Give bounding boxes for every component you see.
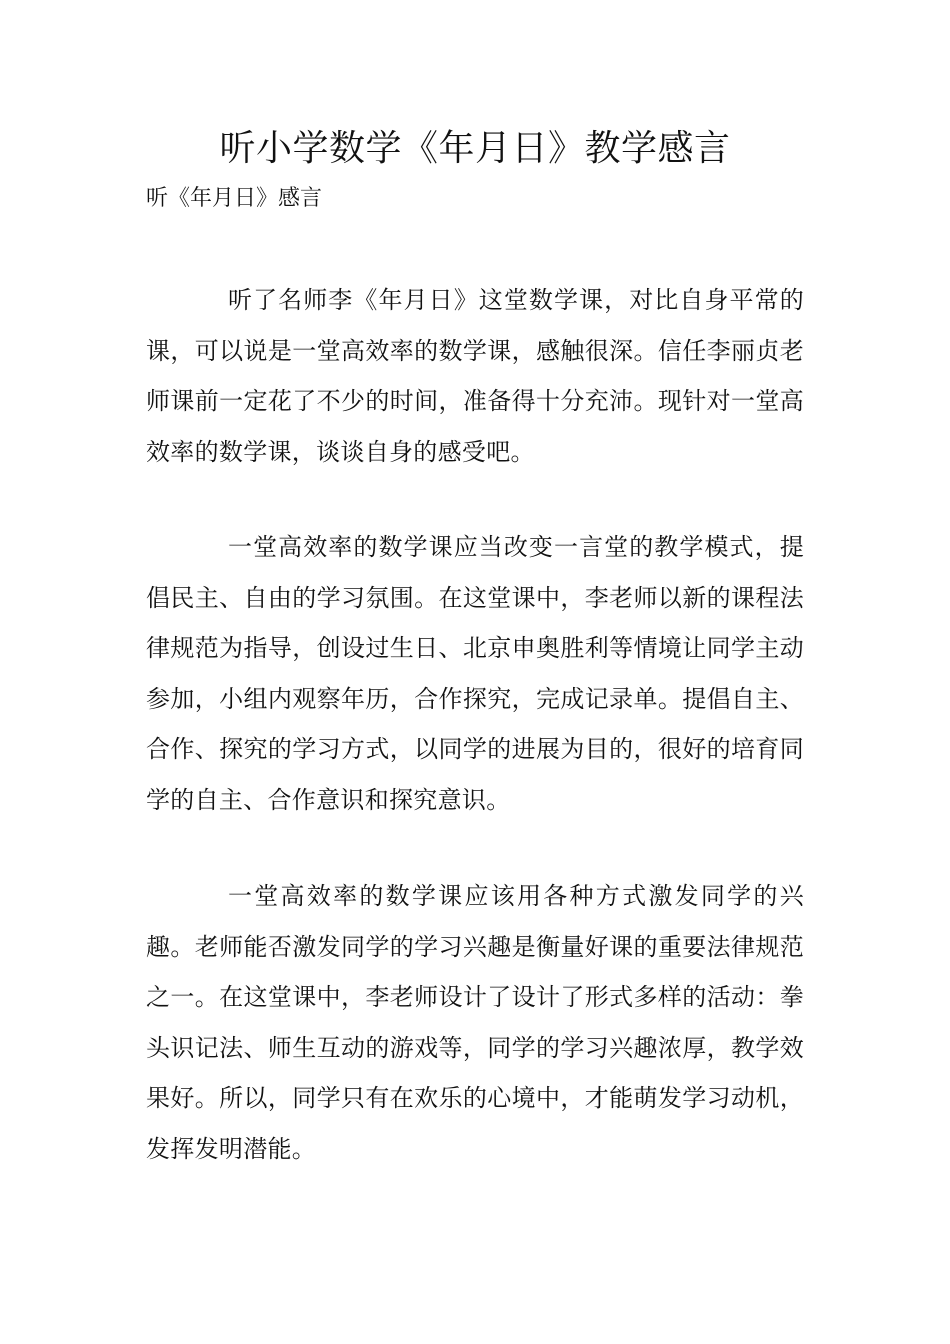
paragraph-1: 听了名师李《年月日》这堂数学课，对比自身平常的课，可以说是一堂高效率的数学课，感触很深。信任李丽贞老师课前一定花了不少的时间，准备得十分充沛。现针对一堂高效率的数学课，谈谈自身的感受吧。 [146,286,804,466]
paragraph-3: 一堂高效率的数学课应该用各种方式激发同学的兴趣。老师能否激发同学的学习兴趣是衡量好课的重要法律规范之一。在这堂课中，李老师设计了设计了形式多样的活动：拳头识记法、师生互动的游戏等，同学的学习兴趣浓厚，教学效果好。所以，同学只有在欢乐的心境中，才能萌发学习动机，发挥发明潜能。 [146,882,804,1163]
paragraph-2: 一堂高效率的数学课应当改变一言堂的教学模式，提倡民主、自由的学习氛围。在这堂课中，李老师以新的课程法律规范为指导，创设过生日、北京申奥胜利等情境让同学主动参加，小组内观察年历，合作探究，完成记录单。提倡自主、合作、探究的学习方式，以同学的进展为目的，很好的培育同学的自主、合作意识和探究意识。 [146,533,804,814]
page-title: 听小学数学《年月日》教学感言 [219,128,731,169]
document-subtitle: 听《年月日》感言 [146,186,323,211]
